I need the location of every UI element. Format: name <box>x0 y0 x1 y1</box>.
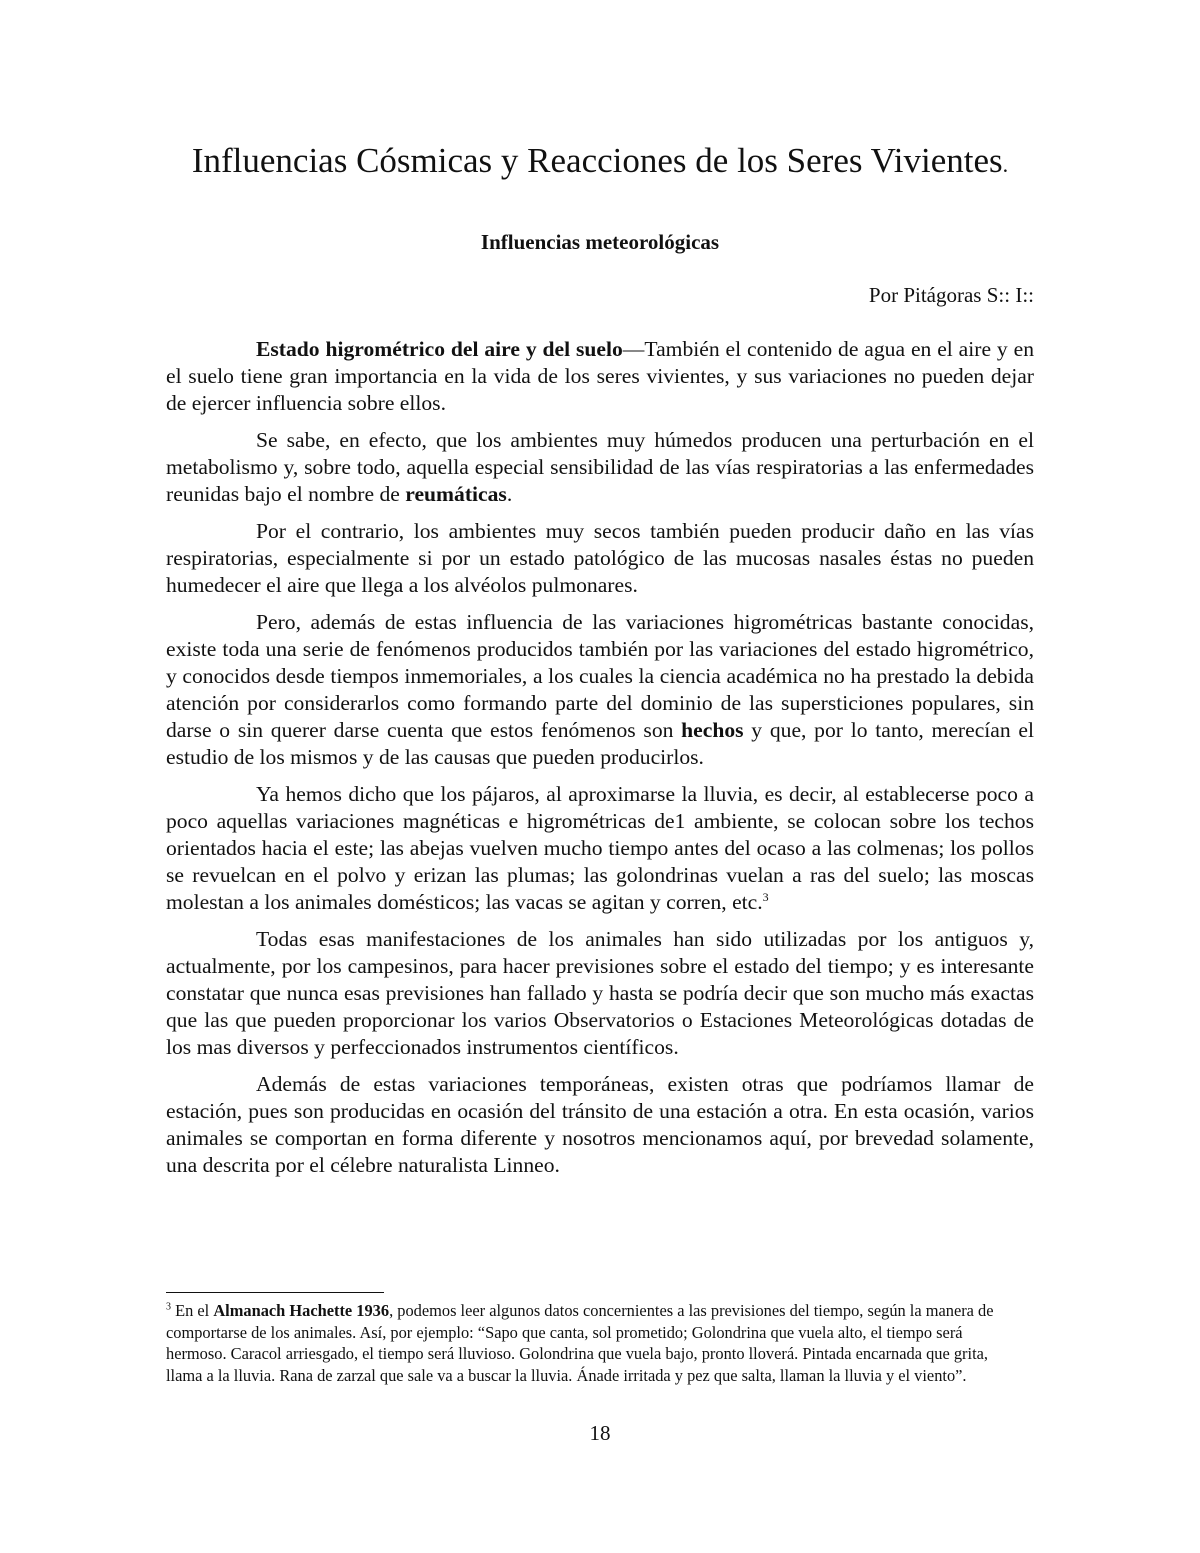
title-period: . <box>1002 152 1009 177</box>
body-text <box>166 336 1034 1189</box>
section-heading: Influencias meteorológicas <box>480 230 720 254</box>
paragraph-text: Todas esas manifestaciones de los animales han sido utilizadas por los antiguos y, actualmente, por los campesinos, para hacer previsiones sobre el estado del tiempo; y es interesante constatar que nunca esas previsiones han fallado y hasta se podría decir que son mucho más exactas que las que pueden proporcionar los varios Observatorios o Estaciones Meteorológicas dotadas de los mas diversos y perfeccionados instrumentos científicos. <box>166 927 1034 1059</box>
paragraph-3 <box>166 518 1034 599</box>
paragraph-text: Por el contrario, los ambientes muy secos también pueden producir daño en las vías respiratorias, especialmente si por un estado patológico de las mucosas nasales éstas no pueden humedecer el aire que llega a los alvéolos pulmonares. <box>166 519 1034 597</box>
emphasis-reumaticas: reumáticas <box>405 482 507 506</box>
footnote-number: 3 <box>166 1301 171 1313</box>
footnote-reference[interactable]: 3 <box>762 889 769 904</box>
page-title <box>0 140 1200 186</box>
paragraph-5 <box>166 781 1034 916</box>
paragraph-text: Ya hemos dicho que los pájaros, al aproximarse la lluvia, es decir, al establecerse poco a poco aquellas variaciones magnéticas e higrométricas de1 ambiente, se colocan sobre los techos orientados hacia el este; las abejas vuelven mucho tiempo antes del ocaso a las colmenas; los pollos se revuelcan en el polvo y erizan las plumas; las golondrinas vuelan a ras del suelo; las moscas molestan a los animales domésticos; las vacas se agitan y corren, etc. <box>166 782 1034 914</box>
footnote-divider <box>166 1292 384 1293</box>
paragraph-4 <box>166 609 1034 771</box>
page-number: 18 <box>589 1421 611 1445</box>
footnote-text: En el <box>171 1301 214 1320</box>
author-line: Por Pitágoras S:: I:: <box>868 283 1034 307</box>
paragraph-6 <box>166 926 1034 1061</box>
paragraph-7 <box>166 1071 1034 1179</box>
paragraph-text-end: y que, por lo tanto, merecían el estudio de los mismos y de las causas que pueden producirlos. <box>166 718 1035 769</box>
paragraph-lead: Estado higrométrico del aire y del suelo <box>256 337 623 361</box>
paragraph-text: —También el contenido de agua en el aire y en el suelo tiene gran importancia en la vida de los seres vivientes, y sus variaciones no pueden dejar de ejercer influencia sobre ellos. <box>166 337 1034 415</box>
paragraph-2 <box>166 427 1034 508</box>
emphasis-hechos: hechos <box>681 718 744 742</box>
paragraph-text: Pero, además de estas influencia de las variaciones higrométricas bastante conocidas, existe toda una serie de fenómenos producidos también por las variaciones del estado higrométrico, y conocidos desde tiempos inmemoriales, a los cuales la ciencia académica no ha prestado la debida atención por considerarlos como formando parte del dominio de las supersticiones populares, sin darse o sin querer darse cuenta que estos fenómenos son <box>166 610 1034 742</box>
footnote-emphasis: Almanach Hachette 1936 <box>213 1301 390 1320</box>
paragraph-text: Además de estas variaciones temporáneas, existen otras que podríamos llamar de estación, pues son producidas en ocasión del tránsito de una estación a otra. En esta ocasión, varios animales se comportan en forma diferente y nosotros mencionamos aquí, por brevedad solamente, una descrita por el célebre naturalista Linneo. <box>166 1072 1034 1177</box>
paragraph-text: Se sabe, en efecto, que los ambientes muy húmedos producen una perturbación en el metabolismo y, sobre todo, aquella especial sensibilidad de las vías respiratorias a las enfermedades reunidas bajo el nombre de <box>166 428 1034 506</box>
paragraph-1 <box>166 336 1034 417</box>
title-text: Influencias Cósmicas y Reacciones de los Seres Vivientes <box>191 141 1003 180</box>
paragraph-text-end: . <box>506 482 513 506</box>
footnote <box>166 1300 1016 1386</box>
footnote-text-end: , podemos leer algunos datos concernientes a las previsiones del tiempo, según la manera de comportarse de los animales. Así, por ejemplo: “Sapo que canta, sol prometido; Golondrina que vuela alto, el tiempo será hermoso. Caracol arriesgado, el tiempo será lluvioso. Golondrina que vuela bajo, pronto lloverá. Pintada encarnada que grita, llama a la lluvia. Rana de zarzal que sale va a buscar la lluvia. Ánade irritada y pez que salta, llaman la lluvia y el viento”. <box>166 1301 994 1385</box>
